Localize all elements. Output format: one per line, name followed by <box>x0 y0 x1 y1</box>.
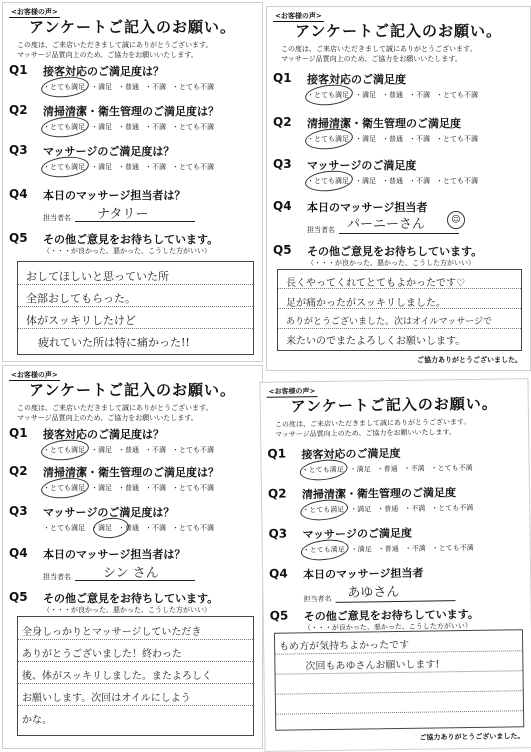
customer-voice-badge: <お客様の声> <box>11 8 58 16</box>
option-very-dissatisfied[interactable]: ・とても不満 <box>172 163 214 171</box>
question-number: Q3 <box>273 157 292 171</box>
option-normal[interactable]: ・普通 <box>118 484 139 492</box>
intro-line: マッサージ品質向上のため、ご協力をお願いいたします。 <box>275 428 456 439</box>
option-normal[interactable]: ・普通 <box>377 504 399 514</box>
q5-hint: （・・・が良かった、悪かった、こうした方がいい） <box>43 606 211 614</box>
staff-name-handwritten: ナタリー <box>97 207 149 222</box>
comment-text: もめ方が気持ちよかったです <box>279 639 410 653</box>
comment-box <box>274 629 524 730</box>
q5-hint: （・・・が良かった、悪かった、こうした方がいい） <box>303 621 472 633</box>
survey-intro <box>281 44 524 64</box>
option-dissatisfied[interactable]: ・不満 <box>404 504 426 513</box>
question-text: 本日のマッサージ担当者は？ <box>43 548 186 561</box>
question-number: Q5 <box>9 590 28 604</box>
question-text: その他ご意見をお待ちしています。 <box>307 245 483 258</box>
question-q3 <box>268 523 525 557</box>
question-text: 接客対応のご満足度は？ <box>43 65 164 78</box>
comment-text: 長くやってくれてとてもよかったです♡ <box>286 278 465 289</box>
option-dissatisfied[interactable]: ・不満 <box>409 135 430 143</box>
staff-label: 担当者名 <box>307 226 335 234</box>
staff-name-line <box>75 580 195 581</box>
comment-text: ありがとうございました。次はオイルマッサージで <box>286 317 493 327</box>
option-very-dissatisfied[interactable]: ・とても不満 <box>431 543 474 553</box>
question-number: Q1 <box>273 71 292 85</box>
question-q3 <box>9 143 258 173</box>
question-number: Q4 <box>273 199 292 213</box>
staff-name-line <box>339 233 459 234</box>
survey-intro <box>17 40 256 60</box>
option-very-dissatisfied[interactable]: ・とても不満 <box>172 524 214 532</box>
intro-line: この度は、ご来店いただきまして誠にありがとうございます。 <box>281 45 477 53</box>
option-very-dissatisfied[interactable]: ・とても不満 <box>172 123 214 131</box>
question-number: Q4 <box>9 187 28 201</box>
option-dissatisfied[interactable]: ・不満 <box>145 524 166 532</box>
question-q3 <box>273 157 526 187</box>
option-very-satisfied[interactable]: ・とても満足 <box>307 91 349 99</box>
option-dissatisfied[interactable]: ・不満 <box>145 484 166 492</box>
comment-text: ありがとうございました！終わった <box>22 649 182 660</box>
intro-line: マッサージ品質向上のため、ご協力をお願いいたします。 <box>17 51 198 59</box>
option-very-dissatisfied[interactable]: ・とても不満 <box>172 484 214 492</box>
comment-line <box>18 639 253 640</box>
question-q1 <box>9 63 258 93</box>
comment-line <box>276 690 523 694</box>
question-text: 本日のマッサージ担当者 <box>303 566 424 582</box>
option-very-satisfied[interactable]: ・とても満足 <box>43 524 85 532</box>
option-satisfied[interactable]: ・満足 <box>355 135 376 143</box>
option-very-dissatisfied[interactable]: ・とても不満 <box>172 83 214 91</box>
question-number: Q2 <box>9 464 28 478</box>
staff-name-line <box>75 221 195 222</box>
question-number: Q3 <box>9 143 28 157</box>
comment-line <box>278 328 521 329</box>
option-very-dissatisfied[interactable]: ・とても不満 <box>431 503 474 513</box>
question-text: マッサージのご満足度は？ <box>43 506 175 519</box>
option-normal[interactable]: ・普通 <box>382 135 403 143</box>
survey-card-4 <box>259 378 531 752</box>
intro-line: マッサージ品質向上のため、ご協力をお願いいたします。 <box>17 414 198 422</box>
comment-line <box>18 661 253 662</box>
survey-card-1 <box>2 2 263 362</box>
comment-line <box>18 306 253 307</box>
option-very-satisfied[interactable]: ・とても満足 <box>43 446 85 454</box>
comment-box <box>277 269 522 351</box>
question-text: 本日のマッサージ担当者は？ <box>43 189 186 202</box>
staff-name-handwritten: シン さん <box>103 566 159 581</box>
option-very-satisfied[interactable]: ・とても満足 <box>302 505 345 515</box>
option-satisfied[interactable]: ・満足 <box>350 505 372 514</box>
survey-title: アンケートご記入のお願い。 <box>290 394 498 416</box>
question-number: Q3 <box>268 526 288 541</box>
comment-box <box>17 616 254 736</box>
question-number: Q5 <box>273 243 292 257</box>
question-text: その他ご意見をお待ちしています。 <box>43 233 219 246</box>
question-number: Q4 <box>9 546 28 560</box>
option-normal[interactable]: ・普通 <box>377 544 399 554</box>
option-very-dissatisfied[interactable]: ・とても不満 <box>436 91 478 99</box>
question-q1 <box>9 426 258 456</box>
option-dissatisfied[interactable]: ・不満 <box>145 163 166 171</box>
question-text: マッサージのご満足度 <box>307 159 417 172</box>
answer-options <box>43 523 220 533</box>
option-normal[interactable]: ・普通 <box>118 446 139 454</box>
survey-title: アンケートご記入のお願い。 <box>28 18 237 36</box>
survey-card-2 <box>266 6 531 371</box>
intro-line: この度は、ご来店いただきまして誠にありがとうございます。 <box>17 41 213 49</box>
thank-you-note: ご協力ありがとうございました。 <box>419 732 525 742</box>
q5-hint: （・・・が良かった、悪かった、こうした方がいい） <box>43 247 211 255</box>
option-very-satisfied[interactable]: ・とても満足 <box>307 177 349 185</box>
q5-hint: （・・・が良かった、悪かった、こうした方がいい） <box>307 259 475 267</box>
option-normal[interactable]: ・普通 <box>382 91 403 99</box>
question-number: Q1 <box>267 446 287 461</box>
staff-name-handwritten: パーニーさん <box>347 217 426 232</box>
comment-text: 足が痛かったがスッキリしました。 <box>286 298 446 309</box>
question-text: 清掃清潔・衛生管理のご満足度 <box>307 117 461 130</box>
option-dissatisfied[interactable]: ・不満 <box>145 446 166 454</box>
option-very-dissatisfied[interactable]: ・とても不満 <box>436 177 478 185</box>
question-text: その他ご意見をお待ちしています。 <box>303 607 479 624</box>
question-text: 接客対応のご満足度は？ <box>43 428 164 441</box>
option-satisfied[interactable]: ・満足 <box>91 123 112 131</box>
comment-line <box>18 284 253 285</box>
survey-card-3 <box>2 365 263 749</box>
question-number: Q1 <box>9 63 28 77</box>
comment-line <box>18 683 253 684</box>
intro-line: マッサージ品質向上のため、ご協力をお願いいたします。 <box>281 55 462 63</box>
option-normal[interactable]: ・普通 <box>118 123 139 131</box>
intro-line: この度は、ご来店いただきまして誠にありがとうございます。 <box>17 404 213 412</box>
option-very-dissatisfied[interactable]: ・とても不満 <box>172 446 214 454</box>
question-q1 <box>267 443 524 477</box>
option-normal[interactable]: ・普通 <box>118 524 139 532</box>
question-number: Q2 <box>9 103 28 117</box>
question-number: Q2 <box>273 115 292 129</box>
question-text: マッサージのご満足度は？ <box>43 145 175 158</box>
staff-label: 担当者名 <box>303 594 332 604</box>
question-number: Q1 <box>9 426 28 440</box>
option-very-satisfied[interactable]: ・とても満足 <box>301 465 344 475</box>
question-text: 清掃清潔・衛生管理のご満足度は？ <box>43 105 219 118</box>
smiley-face-icon: ☺ <box>447 211 465 229</box>
question-number: Q3 <box>9 504 28 518</box>
option-dissatisfied[interactable]: ・不満 <box>145 83 166 91</box>
survey-intro <box>275 416 522 439</box>
question-number: Q2 <box>267 486 287 501</box>
option-dissatisfied[interactable]: ・不満 <box>145 123 166 131</box>
option-very-dissatisfied[interactable]: ・とても不満 <box>436 135 478 143</box>
comment-text: お願いします。次回はオイルにしよう <box>22 693 191 704</box>
option-dissatisfied[interactable]: ・不満 <box>409 177 430 185</box>
option-satisfied[interactable]: ・満足 <box>355 177 376 185</box>
question-q3 <box>9 504 258 534</box>
option-normal[interactable]: ・普通 <box>376 464 398 474</box>
option-satisfied[interactable]: ・満足 <box>91 484 112 492</box>
comment-line <box>18 328 253 329</box>
survey-title: アンケートご記入のお願い。 <box>28 381 237 399</box>
option-satisfied[interactable]: ・満足 <box>355 91 376 99</box>
option-satisfied[interactable]: ・満足 <box>91 524 112 532</box>
comment-text: おしてほしいと思っていた所 <box>26 270 169 283</box>
survey-title: アンケートご記入のお願い。 <box>294 22 503 40</box>
option-normal[interactable]: ・普通 <box>118 83 139 91</box>
comment-text: 全身しっかりとマッサージしていただき <box>22 627 202 638</box>
staff-label: 担当者名 <box>43 214 71 222</box>
question-text: 清掃清潔・衛生管理のご満足度 <box>301 486 457 502</box>
question-text: 清掃清潔・衛生管理のご満足度は？ <box>43 466 219 479</box>
comment-line <box>18 705 253 706</box>
question-q2 <box>268 483 525 517</box>
option-satisfied[interactable]: ・満足 <box>91 163 112 171</box>
option-very-satisfied[interactable]: ・とても満足 <box>307 135 349 143</box>
comment-text: 来たいのでまたよろしくお願いします。 <box>286 336 466 347</box>
question-number: Q5 <box>9 231 28 245</box>
thank-you-note: ご協力ありがとうございました。 <box>417 356 522 364</box>
option-dissatisfied[interactable]: ・不満 <box>409 91 430 99</box>
comment-line <box>276 710 523 714</box>
option-normal[interactable]: ・普通 <box>382 177 403 185</box>
option-dissatisfied[interactable]: ・不満 <box>404 544 426 553</box>
customer-voice-badge: <お客様の声> <box>266 386 317 398</box>
question-text: その他ご意見をお待ちしています。 <box>43 592 219 605</box>
question-text: マッサージのご満足度 <box>302 526 412 542</box>
option-satisfied[interactable]: ・満足 <box>91 83 112 91</box>
option-normal[interactable]: ・普通 <box>118 163 139 171</box>
question-number: Q4 <box>269 566 288 581</box>
customer-voice-badge: <お客様の声> <box>11 371 58 379</box>
survey-intro <box>17 403 256 423</box>
comment-text: 後、体がスッキリしました。またよろしく <box>22 671 212 682</box>
comment-text: かな。 <box>22 715 52 726</box>
question-q2 <box>273 115 526 145</box>
comment-text: 体がスッキリしたけど <box>26 314 136 327</box>
option-very-satisfied[interactable]: ・とても満足 <box>43 484 85 492</box>
option-satisfied[interactable]: ・満足 <box>350 545 372 554</box>
option-very-satisfied[interactable]: ・とても満足 <box>43 123 85 131</box>
option-dissatisfied[interactable]: ・不満 <box>403 464 425 473</box>
option-very-satisfied[interactable]: ・とても満足 <box>302 545 345 555</box>
question-text: 本日のマッサージ担当者 <box>307 201 428 214</box>
comment-text: 全部おしてもらった。 <box>26 292 136 305</box>
question-q2 <box>9 464 258 494</box>
option-very-satisfied[interactable]: ・とても満足 <box>43 163 85 171</box>
question-q1 <box>273 71 526 101</box>
comment-text: 疲れていた所は特に痛かった!! <box>38 336 190 349</box>
question-number: Q5 <box>269 608 289 623</box>
question-text: 接客対応のご満足度 <box>301 446 401 462</box>
intro-line: この度は、ご来店いただきまして誠にありがとうございます。 <box>274 417 471 429</box>
question-text: 接客対応のご満足度 <box>307 73 406 86</box>
question-q2 <box>9 103 258 133</box>
option-satisfied[interactable]: ・満足 <box>91 446 112 454</box>
comment-text: 次回もあゆさんお願いします! <box>305 659 440 673</box>
comment-box <box>17 261 254 355</box>
option-very-dissatisfied[interactable]: ・とても不満 <box>430 463 473 473</box>
option-satisfied[interactable]: ・満足 <box>349 465 371 474</box>
staff-label: 担当者名 <box>43 573 71 581</box>
customer-voice-badge: <お客様の声> <box>275 12 322 20</box>
staff-name-handwritten: あゆさん <box>347 584 400 601</box>
option-very-satisfied[interactable]: ・とても満足 <box>43 83 85 91</box>
